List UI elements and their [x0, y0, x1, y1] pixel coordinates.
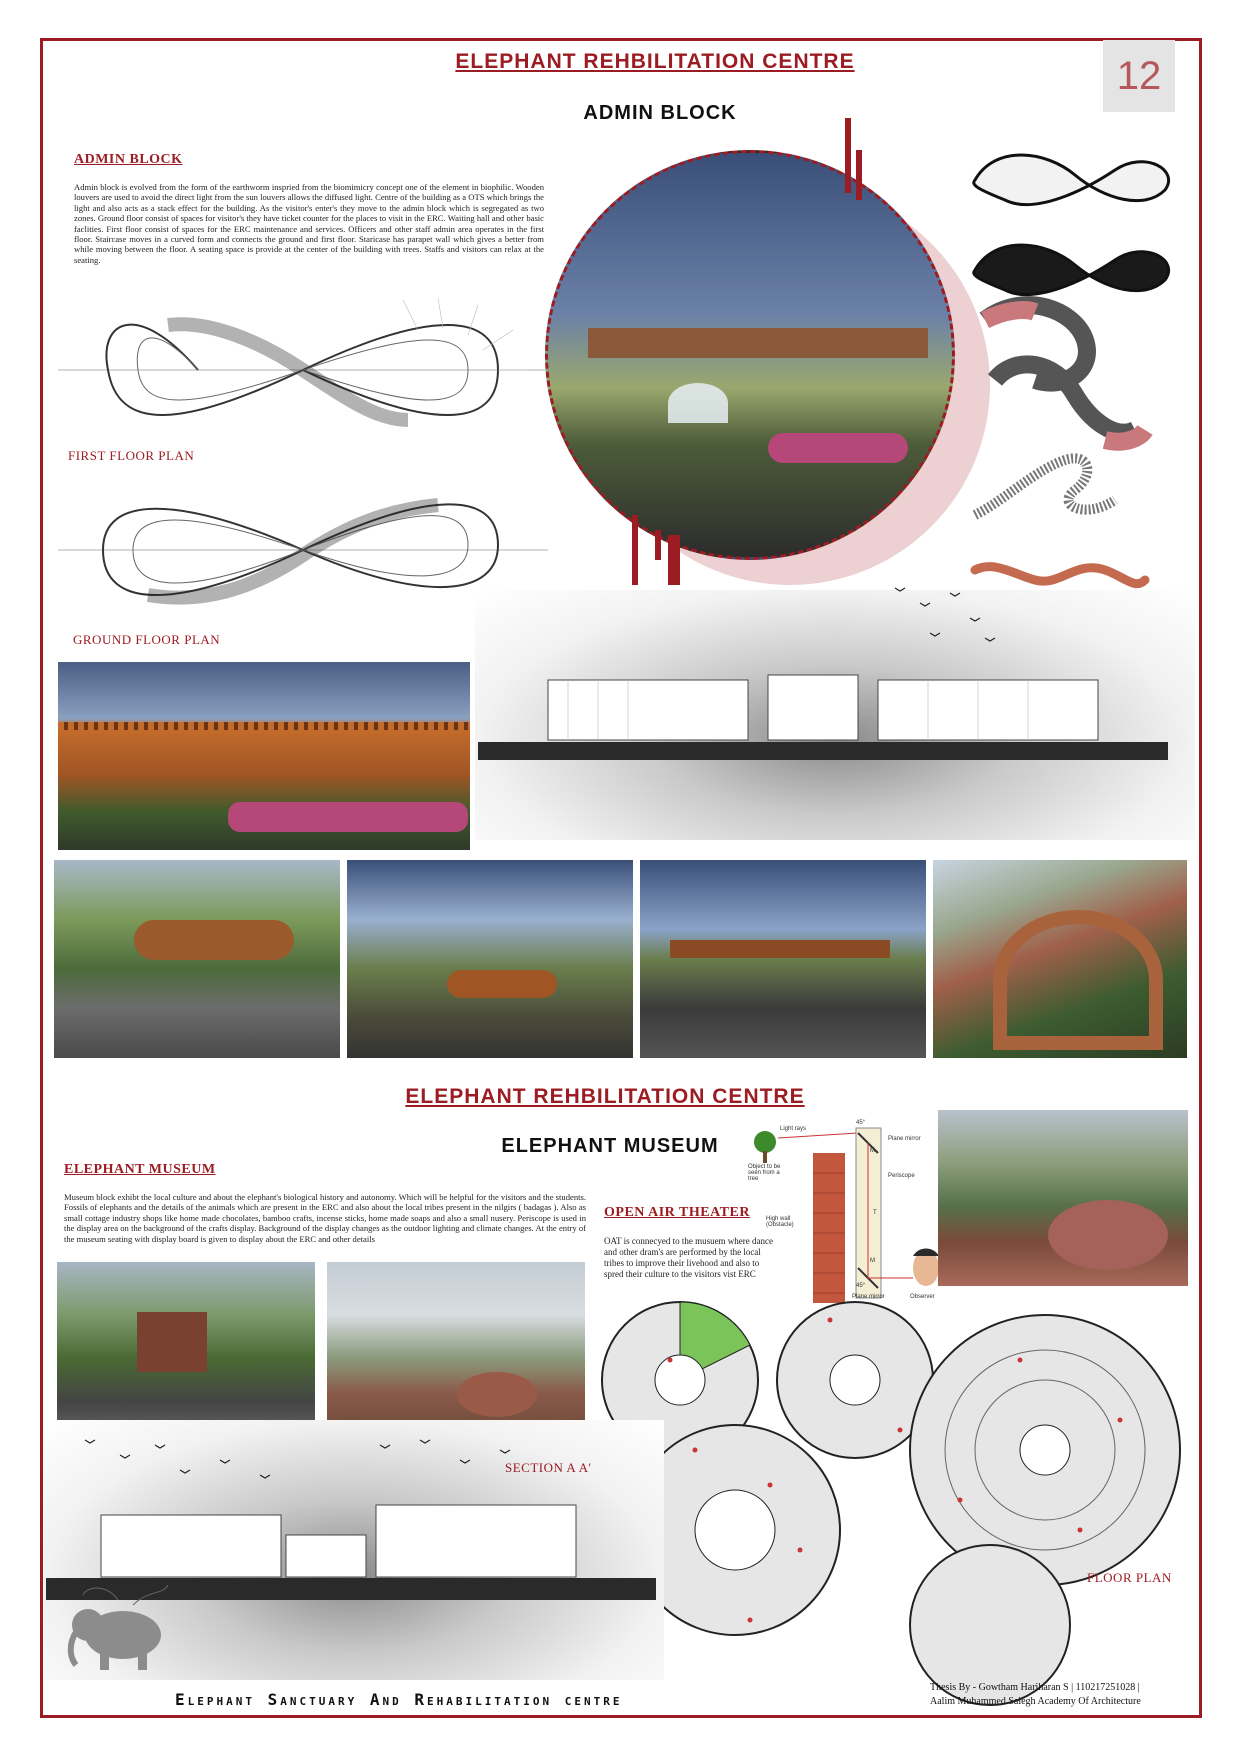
ground-floor-plan-label: GROUND FLOOR PLAN [73, 632, 221, 647]
birds-illustration [890, 578, 1010, 658]
museum-section-label: SECTION A A' [505, 1460, 592, 1475]
admin-block-render-circle [545, 150, 955, 560]
admin-render-aerial-2 [347, 860, 633, 1058]
periscope-light-rays: Light rays [780, 1126, 807, 1132]
museum-subheading: ELEPHANT MUSEUM [64, 1162, 216, 1177]
admin-render-louvers [58, 662, 470, 850]
museum-render-aerial [938, 1110, 1188, 1286]
academy-name: Aalim Muhammed Salegh Academy Of Architecture [930, 1696, 1141, 1707]
first-floor-plan-drawing [58, 290, 548, 450]
thesis-by: Thesis By - Gowtham Hariharan S | 110217251028 | [930, 1682, 1140, 1693]
elephant-logo [58, 1580, 178, 1675]
museum-render-entrance [57, 1262, 315, 1437]
periscope-m2: M [870, 1258, 875, 1264]
accent-bar [632, 515, 638, 585]
periscope-mirror-bottom: Plane mirror [852, 1294, 885, 1300]
project-title: Elephant Sanctuary And Rehabilitation centre [175, 1690, 623, 1709]
admin-section-drawing [478, 670, 1168, 760]
periscope-angle-top: 45° [856, 1120, 866, 1126]
museum-sheet-title: ELEPHANT REHBILITATION CENTRE [405, 1085, 805, 1108]
accent-bar [655, 530, 661, 560]
accent-bar [668, 535, 680, 585]
accent-bar [856, 150, 862, 200]
periscope-label: Periscope [888, 1173, 915, 1179]
museum-floor-plan-label: FLOOR PLAN [1087, 1570, 1172, 1585]
periscope-t: T [873, 1210, 877, 1216]
birds-illustration-bottom [80, 1430, 600, 1500]
form-evolution-diagram [965, 140, 1185, 610]
periscope-m1: M [870, 1148, 875, 1154]
first-floor-plan-label: FIRST FLOOR PLAN [68, 448, 195, 463]
oat-heading: OPEN AIR THEATER [604, 1205, 750, 1220]
museum-render-overview [327, 1262, 585, 1437]
museum-floor-plan-drawing [600, 1300, 1190, 1710]
sheet-title: ELEPHANT REHBILITATION CENTRE [455, 50, 855, 73]
admin-heading: ADMIN BLOCK [583, 102, 737, 124]
periscope-mirror-top: Plane mirror [888, 1136, 921, 1142]
periscope-high-wall: High wall (Obstacle) [766, 1216, 794, 1228]
page-number: 12 [1103, 40, 1175, 112]
periscope-angle-bottom: 45° [856, 1283, 866, 1289]
periscope-diagram [748, 1118, 958, 1308]
museum-heading: ELEPHANT MUSEUM [501, 1135, 719, 1157]
admin-render-aerial-1 [54, 860, 340, 1058]
admin-description: Admin block is evolved from the form of the earthworm inspried from the biomimicry concept one of the element in biophilic. Wooden louvers are used to avoid the direct light from the sun louvers allows the diffused light. Centre of the building as a OTS which brings the light and also acts as a stack effect for the building. As the visitor's enter's they move to the admin block which is segregated as two zones. Ground floor consist of spaces for visitor's they have ticket counter for the places to visit in the ERC. Waiting hall and other basic faclities. First floor consist of spaces for the ERC maintenance and services. Officers and other staff admin area operates in the first floor. Staircase moves in a curved form and connects the ground and first floor. Staricase has parapet wall which gives a better from while moving between the floor. A seating space is provide at the center of the building with trees. Staffs and visitors can relax at the seating. [74, 182, 544, 265]
museum-description: Museum block exhibt the local culture and about the elephant's biological history and autonomy. Which will be helpful for the visitors and the students. Fossils of elephants and the details of the animals which are present in the ERC and also about the local tribes present in the nilgirs ( badagas ). Also as small cottage industry shops like home made chocolates, bamboo crafts, incense sticks, home made soaps and also a small nusery. Periscope is used in the display area on the background of the crafts display. Background of the display changes as the outdoor lighting and climate changes. At the entry of the museum seating with display board is given to display about the ERC and other details [64, 1192, 586, 1244]
accent-bar [845, 118, 851, 193]
periscope-observer: Observer [910, 1294, 935, 1300]
admin-render-terrace [933, 860, 1187, 1058]
admin-render-street [640, 860, 926, 1058]
admin-subheading: ADMIN BLOCK [74, 152, 183, 167]
periscope-object: Object to be seen from a tree [748, 1164, 781, 1182]
oat-description: OAT is connecyed to the musuem where dance and other dram's are performed by the local tribes to improve their livehood and also to spred their culture to the visitors vist ERC [604, 1236, 774, 1279]
